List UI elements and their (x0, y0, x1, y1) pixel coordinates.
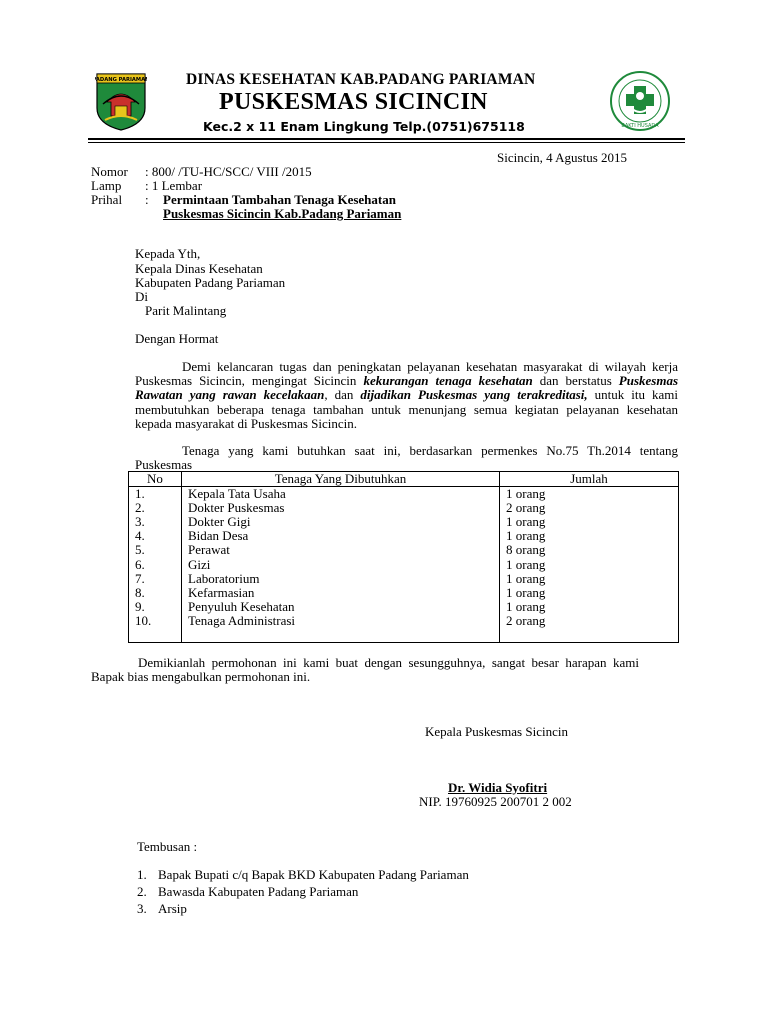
nomor-label: Nomor (91, 164, 128, 179)
table-header-jumlah: Jumlah (500, 472, 679, 487)
table-body (129, 487, 679, 643)
table-cell-tenaga: Kepala Tata Usaha (182, 487, 500, 502)
recipient-line3: Kabupaten Padang Pariaman (135, 275, 286, 290)
table-cell-tenaga: Bidan Desa (182, 529, 500, 543)
signature-title: Kepala Puskesmas Sicincin (425, 724, 568, 739)
table-row (129, 600, 679, 614)
recipient-line2: Kepala Dinas Kesehatan (135, 261, 263, 276)
body-p1-f: dijadikan Puskesmas yang terakreditasi, (360, 387, 588, 403)
recipient-line4: Di (135, 289, 148, 304)
table-cell-tenaga: Penyuluh Kesehatan (182, 600, 500, 614)
table-cell-jumlah: 1 orang (500, 586, 679, 600)
table-cell-jumlah: 1 orang (500, 515, 679, 529)
cc-item-number: 3. (137, 901, 147, 916)
cc-item-number: 2. (137, 884, 147, 899)
cc-label: Tembusan : (137, 839, 198, 854)
table-cell-no: 5. (129, 543, 182, 557)
prihal-colon: : (145, 192, 149, 207)
prihal-label: Prihal (91, 192, 123, 207)
header-rule-thin (88, 142, 685, 143)
table-cell-jumlah: 2 orang (500, 614, 679, 643)
lamp-label: Lamp (91, 178, 122, 193)
left-logo-text: PADANG PARIAMAN (95, 77, 147, 83)
body-p1-g: untuk itu kami membutuhkan beberapa tenaga tambahan untuk menunjang semua kegiatan pelayanan kesehatan kepada masyarakat di Puskesmas Sicincin. (135, 387, 678, 431)
letter-date: Sicincin, 4 Agustus 2015 (497, 150, 628, 165)
table-cell-no: 6. (129, 558, 182, 572)
greeting: Dengan Hormat (135, 331, 219, 346)
table-row (129, 487, 679, 502)
recipient-line1: Kepada Yth, (135, 246, 201, 261)
table-header-no: No (129, 472, 182, 487)
table-cell-no: 3. (129, 515, 182, 529)
table-cell-jumlah: 1 orang (500, 487, 679, 502)
header-agency: DINAS KESEHATAN KAB.PADANG PARIAMAN (186, 71, 536, 88)
left-logo (95, 72, 147, 132)
right-logo-text: BAKTI HUSADA (621, 123, 659, 129)
table-cell-jumlah: 2 orang (500, 501, 679, 515)
table-row (129, 501, 679, 515)
recipient-line5: Parit Malintang (145, 303, 227, 318)
cc-item-number: 1. (137, 867, 147, 882)
cc-item-text: Bapak Bupati c/q Bapak BKD Kabupaten Padang Pariaman (158, 867, 469, 882)
table-row (129, 529, 679, 543)
table-cell-tenaga: Laboratorium (182, 572, 500, 586)
table-cell-tenaga: Dokter Gigi (182, 515, 500, 529)
table-row (129, 586, 679, 600)
table-cell-jumlah: 1 orang (500, 572, 679, 586)
closing-paragraph: Demikianlah permohonan ini kami buat dengan sesungguhnya, sangat besar harapan kami Bapak bias mengabulkan permohonan ini. (91, 655, 639, 685)
table-cell-tenaga: Tenaga Administrasi (182, 614, 500, 643)
table-cell-tenaga: Gizi (182, 558, 500, 572)
table-cell-tenaga: Dokter Puskesmas (182, 501, 500, 515)
lamp-value: : 1 Lembar (145, 178, 203, 193)
body-p1-d: Puskesmas Rawatan yang rawan kecelakaan (135, 373, 679, 403)
table-cell-jumlah: 1 orang (500, 558, 679, 572)
table-row (129, 543, 679, 557)
table-cell-no: 4. (129, 529, 182, 543)
table-row (129, 515, 679, 529)
table-cell-no: 2. (129, 501, 182, 515)
prihal-line2: Puskesmas Sicincin Kab.Padang Pariaman (163, 206, 402, 221)
table-row (129, 558, 679, 572)
right-logo (609, 70, 671, 132)
cc-item-text: Arsip (158, 901, 187, 916)
header-address: Kec.2 x 11 Enam Lingkung Telp.(0751)675118 (203, 119, 525, 134)
table-cell-no: 8. (129, 586, 182, 600)
table-cell-jumlah: 1 orang (500, 529, 679, 543)
header-title: PUSKESMAS SICINCIN (219, 89, 488, 115)
table-row (129, 614, 679, 643)
table-cell-jumlah: 1 orang (500, 600, 679, 614)
header-rule-thick (88, 138, 685, 140)
body-paragraph-1 (135, 360, 678, 431)
table-cell-no: 7. (129, 572, 182, 586)
table-cell-tenaga: Kefarmasian (182, 586, 500, 600)
signature-name: Dr. Widia Syofitri (448, 780, 548, 795)
prihal-line1: Permintaan Tambahan Tenaga Kesehatan (163, 192, 396, 207)
nomor-value: : 800/ /TU-HC/SCC/ VIII /2015 (145, 164, 312, 179)
table-header-tenaga: Tenaga Yang Dibutuhkan (182, 472, 500, 487)
staff-request-table (128, 471, 679, 643)
body-p1-c: dan berstatus (532, 373, 619, 389)
table-cell-tenaga: Perawat (182, 543, 500, 557)
table-header-row (129, 472, 679, 487)
cc-item-text: Bawasda Kabupaten Padang Pariaman (158, 884, 359, 899)
table-cell-no: 10. (129, 614, 182, 643)
body-paragraph-2: Tenaga yang kami butuhkan saat ini, berdasarkan permenkes No.75 Th.2014 tentang Puskesmas (135, 443, 678, 473)
body-p1-b: kekurangan tenaga kesehatan (363, 373, 533, 389)
body-p1-a: Demi kelancaran tugas dan peningkatan pelayanan kesehatan masyarakat di wilayah kerja Puskesmas Sicincin, mengingat Sicincin (135, 359, 678, 389)
table-row (129, 572, 679, 586)
body-p1-e: , dan (324, 387, 361, 403)
table-cell-no: 9. (129, 600, 182, 614)
signature-nip: NIP. 19760925 200701 2 002 (419, 794, 572, 809)
table-cell-jumlah: 8 orang (500, 543, 679, 557)
table-cell-no: 1. (129, 487, 182, 502)
